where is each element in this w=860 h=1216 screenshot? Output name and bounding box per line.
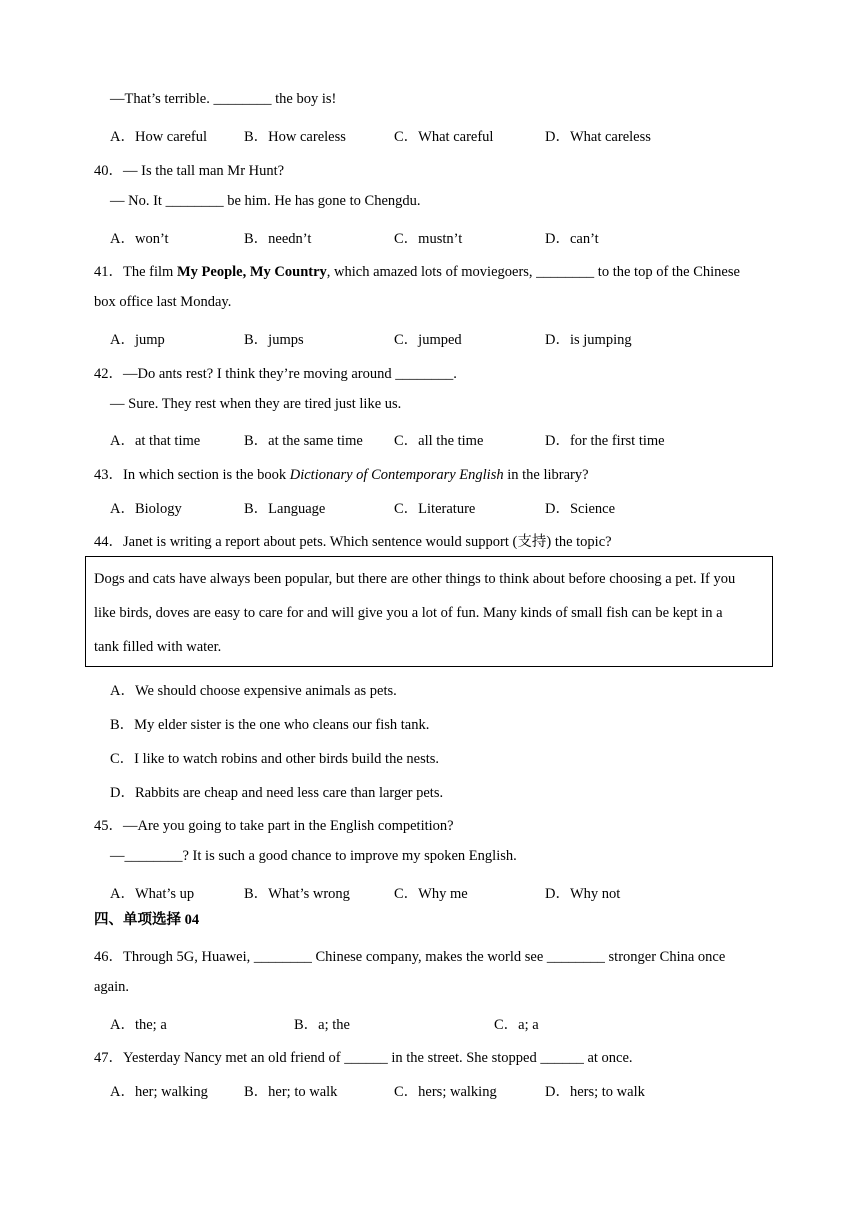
q47-option-d: D．hers; to walk	[545, 1084, 645, 1100]
q44-option-d: D．Rabbits are cheap and need less care than larger pets.	[110, 785, 444, 801]
q44-option-a: A．We should choose expensive animals as pets.	[110, 683, 397, 699]
q45-option-b: B．What’s wrong	[244, 886, 350, 902]
q42-option-d: D．for the first time	[545, 433, 665, 449]
q46-option-a: A．the; a	[110, 1017, 167, 1033]
q43-option-c: C．Literature	[394, 501, 476, 517]
q46-option-b: B．a; the	[294, 1017, 350, 1033]
q40-question: 40．— Is the tall man Mr Hunt?	[94, 163, 285, 179]
q43-text-pre: 43．In which section is the book	[94, 467, 290, 483]
q47-option-a: A．her; walking	[110, 1084, 208, 1100]
q43-text-post: in the library?	[503, 467, 589, 483]
q45-response: —________? It is such a good chance to improve my spoken English.	[110, 848, 517, 864]
q44-passage-line-3: tank filled with water.	[94, 639, 222, 655]
q43-option-b: B．Language	[244, 501, 326, 517]
q41-text-pre: 41．The film	[94, 264, 177, 280]
q45-option-c: C．Why me	[394, 886, 468, 902]
q41-question	[94, 260, 740, 281]
q42-option-c: C．all the time	[394, 433, 484, 449]
q40-option-d: D．can’t	[545, 231, 599, 247]
q44-option-c: C．I like to watch robins and other birds build the nests.	[110, 751, 440, 767]
q39-response: —That’s terrible. ________ the boy is!	[110, 91, 337, 107]
q44-passage-line-1: Dogs and cats have always been popular, but there are other things to think about before choosing a pet. If you	[94, 571, 736, 587]
q39-option-b: B．How careless	[244, 129, 346, 145]
q41-option-a: A．jump	[110, 332, 165, 348]
q45-option-d: D．Why not	[545, 886, 621, 902]
q41-text-post: , which amazed lots of moviegoers, ________ to the top of the Chinese	[326, 264, 740, 280]
q46-question-cont: again.	[94, 979, 130, 995]
q47-option-c: C．hers; walking	[394, 1084, 497, 1100]
q41-option-d: D．is jumping	[545, 332, 632, 348]
q41-film-title: My People, My Country	[176, 264, 327, 280]
q42-option-a: A．at that time	[110, 433, 201, 449]
q39-option-c: C．What careful	[394, 129, 494, 145]
q47-option-b: B．her; to walk	[244, 1084, 338, 1100]
q40-option-c: C．mustn’t	[394, 231, 463, 247]
q46-question: 46．Through 5G, Huawei, ________ Chinese company, makes the world see ________ stronger China once	[94, 949, 726, 965]
q40-response: — No. It ________ be him. He has gone to Chengdu.	[110, 193, 421, 209]
q46-option-c: C．a; a	[494, 1017, 539, 1033]
q40-option-a: A．won’t	[110, 231, 169, 247]
q44-question: 44．Janet is writing a report about pets. Which sentence would support (支持) the topic?	[94, 534, 612, 550]
q45-question: 45．—Are you going to take part in the English competition?	[94, 818, 454, 834]
q39-option-a: A．How careful	[110, 129, 208, 145]
q39-option-d: D．What careless	[545, 129, 651, 145]
q41-question-cont: box office last Monday.	[94, 294, 232, 310]
q47-question: 47．Yesterday Nancy met an old friend of ______ in the street. She stopped ______ at once.	[94, 1050, 633, 1066]
q40-option-b: B．needn’t	[244, 231, 312, 247]
q41-option-c: C．jumped	[394, 332, 462, 348]
q43-option-d: D．Science	[545, 501, 616, 517]
q44-option-b: B．My elder sister is the one who cleans our fish tank.	[110, 717, 430, 733]
q43-question	[94, 463, 589, 484]
q42-question: 42．—Do ants rest? I think they’re moving around ________.	[94, 366, 457, 382]
q42-option-b: B．at the same time	[244, 433, 363, 449]
q43-book-title: Dictionary of Contemporary English	[289, 467, 504, 483]
q43-option-a: A．Biology	[110, 501, 182, 517]
q42-response: — Sure. They rest when they are tired just like us.	[110, 396, 402, 412]
section-heading: 四、单项选择 04	[94, 912, 200, 928]
q41-option-b: B．jumps	[244, 332, 304, 348]
q45-option-a: A．What’s up	[110, 886, 195, 902]
q44-passage-line-2: like birds, doves are easy to care for and will give you a lot of fun. Many kinds of small fish can be kept in a	[94, 605, 723, 621]
